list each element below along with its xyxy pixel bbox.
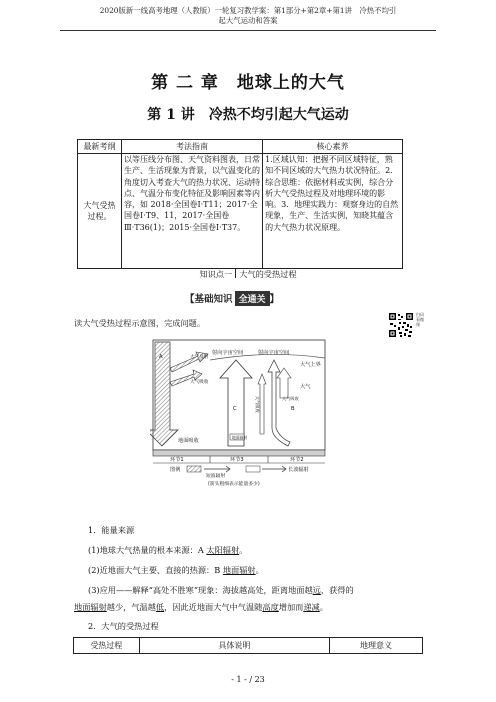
q3-a: (3)应用——解释“高处不胜寒”现象：海拔越高处，距离地面越 — [88, 585, 313, 595]
label-space-2: 射向宇宙空间 — [258, 350, 290, 356]
atmospheric-heating-diagram — [150, 338, 330, 496]
question-3-line-1 — [88, 584, 422, 596]
table-header-literacy: 核心素养 — [263, 140, 403, 154]
legend-long-wave: 长波辐射 — [288, 467, 309, 473]
q1-prefix: (1)地球大气热量的根本来源：A — [88, 545, 207, 555]
label-absorb-3: 大气吸收 — [282, 396, 299, 401]
knowledge-point-divider — [235, 269, 236, 278]
qr-caption: 扫码看微课 — [416, 312, 424, 327]
knowledge-point-heading — [0, 269, 496, 280]
badge-open-bracket-icon: 【 — [185, 294, 195, 305]
label-atmosphere: 大气 — [300, 384, 311, 390]
table2-header-significance: 地理意义 — [330, 638, 423, 654]
label-link-3: 环节3 — [230, 457, 244, 463]
lecture-title: 第 1 讲 冷热不均引起大气运动 — [147, 107, 349, 123]
badge-close-bracket-icon: 】 — [269, 294, 280, 305]
table-header-outline: 最新考纲 — [78, 140, 122, 154]
label-ground-absorb: 地面吸收 — [178, 438, 199, 444]
legend-short-wave: 短波辐射 — [206, 474, 226, 479]
q3-d: 地面辐射 — [74, 602, 107, 612]
label-upper-boundary: 大气上界 — [300, 362, 321, 368]
table-cell-outline: 大气受热过程。 — [78, 154, 122, 269]
page-header — [60, 6, 436, 26]
legend-note: (箭头粗细表示能量多少) — [208, 482, 260, 487]
table-cell-literacy: 1.区域认知：把握不同区域特征，熟知不同区域的大气热力状况特征。2．综合思维：依据材料或实例，综合分析大气受热过程及对地理环境的影响。3．地理实践力：观察身边的自然现象，生产、生活实例，知晓其蕴含的大气热力状况原理。 — [263, 154, 403, 269]
knowledge-point-title: 大气的受热过程 — [239, 269, 297, 279]
table-header-guide: 考法指南 — [122, 140, 263, 154]
q3-k: 。 — [319, 602, 328, 612]
label-space-1: 射向宇宙空间 — [212, 350, 244, 356]
label-b: B — [291, 406, 295, 412]
knowledge-point-label: 知识点一 — [199, 269, 233, 279]
q3-b: 远 — [312, 585, 321, 595]
syllabus-table — [77, 139, 403, 269]
header-line-2: 起大气运动和答案 — [218, 16, 278, 25]
q2-answer: 地面辐射 — [222, 565, 256, 575]
header-line-1: 2020版新一线高考地理（人教版）一轮复习教学案：第1部分+第2章+第1讲 冷热不均引 — [99, 6, 397, 15]
q3-i: 增加而 — [278, 602, 304, 612]
q3-f: 低 — [155, 602, 165, 612]
page-number: - 1 - / 23 — [231, 675, 265, 684]
heating-process-table — [73, 637, 423, 654]
label-absorb-2: 大气吸收 — [255, 396, 260, 413]
label-link-1: 环节1 — [170, 457, 184, 463]
q1-suffix: 。 — [239, 545, 248, 555]
chapter-title: 第 二 章 地球上的大气 — [151, 73, 345, 93]
question-2 — [88, 564, 264, 576]
question-1 — [88, 544, 247, 556]
badge-box: 全通关 — [235, 291, 270, 306]
label-reflection: 大气反射 — [190, 355, 209, 360]
header-rule — [60, 30, 436, 31]
table2-header-detail: 具体说明 — [139, 638, 329, 654]
label-ground-radiation: 地面辐射 — [232, 435, 248, 440]
section-2-title: 2．大气的受热过程 — [88, 621, 159, 631]
basic-knowledge-badge — [185, 291, 279, 305]
q3-j: 递减 — [303, 602, 320, 612]
legend-title: 图例 — [170, 467, 181, 473]
q3-c: ，获得的 — [320, 585, 354, 595]
section-1-title: 1．能量来源 — [88, 525, 135, 535]
label-a: A — [159, 354, 163, 360]
table-cell-guide: 以等压线分布图、天气资料图表，日常生产、生活现象为背景，以气温变化的角度切入考查大气的热力状况、运动特点、气温分布变化特征及影响因素等内容，如 2018·全国卷Ⅰ·T11；2017·全国卷Ⅰ·T9、11，2017·全国卷Ⅲ·T36(1)；2015·全国卷Ⅰ·T37。 — [122, 154, 263, 269]
q2-suffix: 。 — [255, 565, 264, 575]
label-c: C — [233, 406, 237, 412]
label-absorb-1: 大气吸收 — [190, 380, 209, 385]
q1-answer: 太阳辐射 — [206, 545, 240, 555]
qr-code-icon[interactable] — [388, 312, 414, 338]
badge-prefix: 基础知识 — [194, 294, 233, 305]
table2-header-process: 受热过程 — [74, 638, 140, 654]
intro-text: 读大气受热过程示意图，完成问题。 — [74, 318, 206, 328]
q3-g: ，因此近地面大气中气温随 — [164, 602, 263, 612]
question-3-line-2 — [74, 601, 424, 613]
label-link-2: 环节2 — [290, 457, 304, 463]
q3-h: 高度 — [262, 602, 279, 612]
q2-prefix: (2)近地面大气主要、直接的热源：B — [88, 565, 223, 575]
q3-e: 越少，气温越 — [106, 602, 156, 612]
ground-band — [153, 450, 325, 456]
